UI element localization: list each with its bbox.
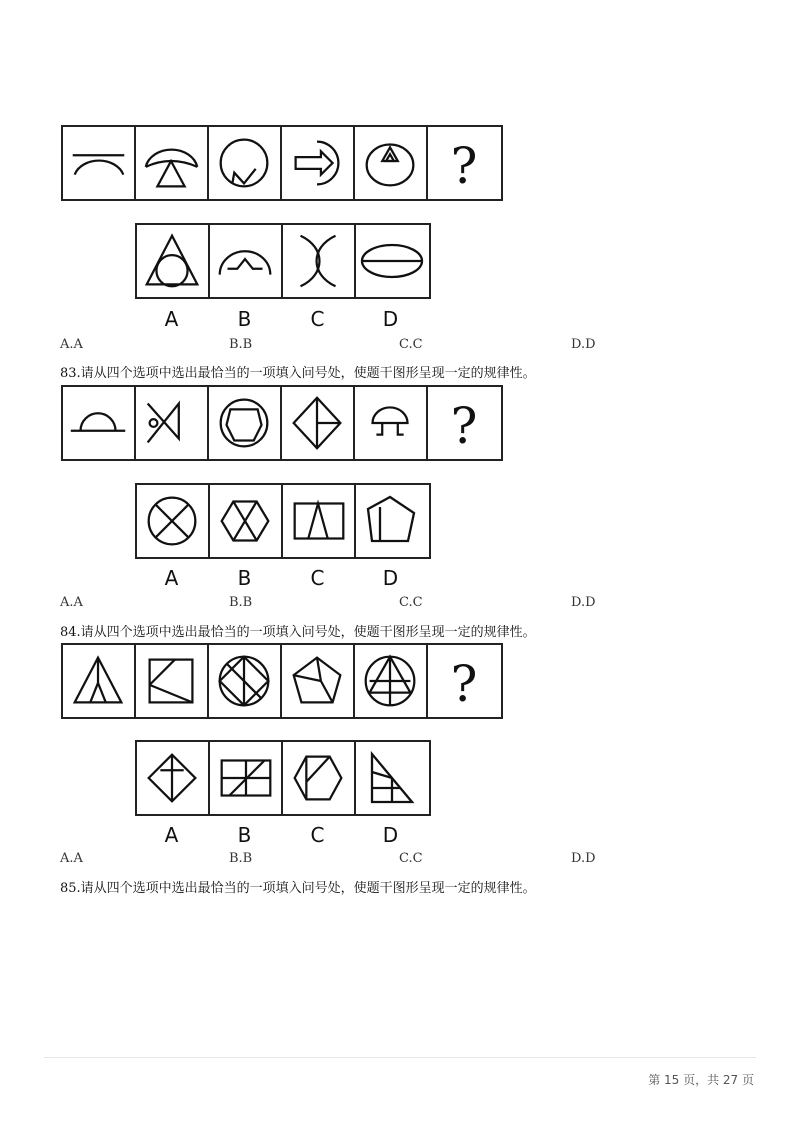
question-mark-icon [428, 127, 501, 199]
choice-a[interactable]: A.A [60, 851, 83, 866]
rectangle-with-triangle-icon [283, 485, 354, 557]
q84-stem-1 [63, 645, 136, 717]
rectangle-with-lines-icon [210, 742, 281, 814]
q83-prompt: 83.请从四个选项中选出最恰当的一项填入问号处，使题干图形呈现一定的规律性。 [60, 366, 536, 381]
q82-stem-panel [61, 125, 503, 201]
diamond-with-cross-icon [137, 742, 208, 814]
q83-option-d[interactable] [356, 485, 429, 557]
q84-prompt: 84.请从四个选项中选出最恰当的一项填入问号处，使题干图形呈现一定的规律性。 [60, 625, 536, 640]
circle-with-triangles-icon [355, 127, 426, 199]
arc-with-triangle-icon [136, 127, 207, 199]
pentagon-with-lines-icon [356, 485, 429, 557]
triangle-with-lines-icon [63, 645, 134, 717]
footer-divider [44, 1057, 756, 1058]
ellipse-with-line-icon [356, 225, 429, 297]
q83-option-b[interactable] [210, 485, 283, 557]
mushroom-icon [355, 387, 426, 459]
q82-option-c[interactable] [283, 225, 356, 297]
svg-text:?: ? [450, 137, 478, 195]
triangle-with-circle-icon [137, 225, 208, 297]
q83-stem-6 [428, 387, 501, 459]
q82-stem-6 [428, 127, 501, 199]
option-letter-a: A [164, 823, 179, 847]
q82-stem-3 [209, 127, 282, 199]
choice-b[interactable]: B.B [229, 595, 253, 610]
question-mark-icon [428, 387, 501, 459]
choice-d[interactable]: D.D [571, 337, 596, 352]
semicircle-on-line-icon [63, 387, 134, 459]
option-letter-c: C [310, 307, 325, 331]
q84-stem-6 [428, 645, 501, 717]
choice-a[interactable]: A.A [60, 595, 83, 610]
q83-stem-2 [136, 387, 209, 459]
q82-stem-1 [63, 127, 136, 199]
option-letter-b: B [237, 823, 252, 847]
page-number: 第 15 页，共 27 页 [648, 1073, 754, 1087]
choice-c[interactable]: C.C [399, 595, 423, 610]
q85-prompt: 85.请从四个选项中选出最恰当的一项填入问号处，使题干图形呈现一定的规律性。 [60, 881, 536, 896]
choice-b[interactable]: B.B [229, 337, 253, 352]
option-letter-d: D [382, 566, 399, 590]
q82-stem-5 [355, 127, 428, 199]
circle-with-polygon-icon [209, 387, 280, 459]
option-letter-c: C [310, 566, 325, 590]
q84-option-b[interactable] [210, 742, 283, 814]
q83-stem-5 [355, 387, 428, 459]
q84-option-c[interactable] [283, 742, 356, 814]
right-triangle-with-lines-icon [356, 742, 429, 814]
crossed-arcs-icon [283, 225, 354, 297]
q83-stem-4 [282, 387, 355, 459]
bowtie-with-circle-icon [136, 387, 207, 459]
option-letter-d: D [382, 823, 399, 847]
choice-d[interactable]: D.D [571, 851, 596, 866]
q84-stem-2 [136, 645, 209, 717]
q83-stem-3 [209, 387, 282, 459]
option-letter-b: B [237, 566, 252, 590]
choice-c[interactable]: C.C [399, 337, 423, 352]
arrow-into-circle-icon [282, 127, 353, 199]
q83-option-c[interactable] [283, 485, 356, 557]
q82-options-panel [135, 223, 431, 299]
q84-stem-5 [355, 645, 428, 717]
question-mark-icon [428, 645, 501, 717]
hexagon-with-lines-icon [283, 742, 354, 814]
q84-option-d[interactable] [356, 742, 429, 814]
hexagon-with-x-icon [210, 485, 281, 557]
circle-with-v-icon [209, 127, 280, 199]
option-letter-a: A [164, 307, 179, 331]
circle-with-triangle-icon [355, 645, 426, 717]
q83-options-panel [135, 483, 431, 559]
q83-option-a[interactable] [137, 485, 210, 557]
q84-option-a[interactable] [137, 742, 210, 814]
choice-a[interactable]: A.A [60, 337, 83, 352]
arc-over-line-icon [63, 127, 134, 199]
pentagon-with-lines-icon [282, 645, 353, 717]
option-letter-c: C [310, 823, 325, 847]
option-letter-b: B [237, 307, 252, 331]
diamond-with-lines-icon [282, 387, 353, 459]
q82-stem-4 [282, 127, 355, 199]
q82-option-a[interactable] [137, 225, 210, 297]
q82-stem-2 [136, 127, 209, 199]
choice-b[interactable]: B.B [229, 851, 253, 866]
choice-c[interactable]: C.C [399, 851, 423, 866]
svg-text:?: ? [450, 397, 478, 455]
q83-stem-panel [61, 385, 503, 461]
option-letter-a: A [164, 566, 179, 590]
q83-stem-1 [63, 387, 136, 459]
circle-with-diamond-icon [209, 645, 280, 717]
q82-option-d[interactable] [356, 225, 429, 297]
option-letter-d: D [382, 307, 399, 331]
choice-d[interactable]: D.D [571, 595, 596, 610]
q84-stem-4 [282, 645, 355, 717]
q84-options-panel [135, 740, 431, 816]
svg-text:?: ? [450, 655, 478, 713]
q84-stem-panel [61, 643, 503, 719]
q82-option-b[interactable] [210, 225, 283, 297]
arc-with-peak-icon [210, 225, 281, 297]
circle-with-x-icon [137, 485, 208, 557]
q84-stem-3 [209, 645, 282, 717]
square-with-lines-icon [136, 645, 207, 717]
